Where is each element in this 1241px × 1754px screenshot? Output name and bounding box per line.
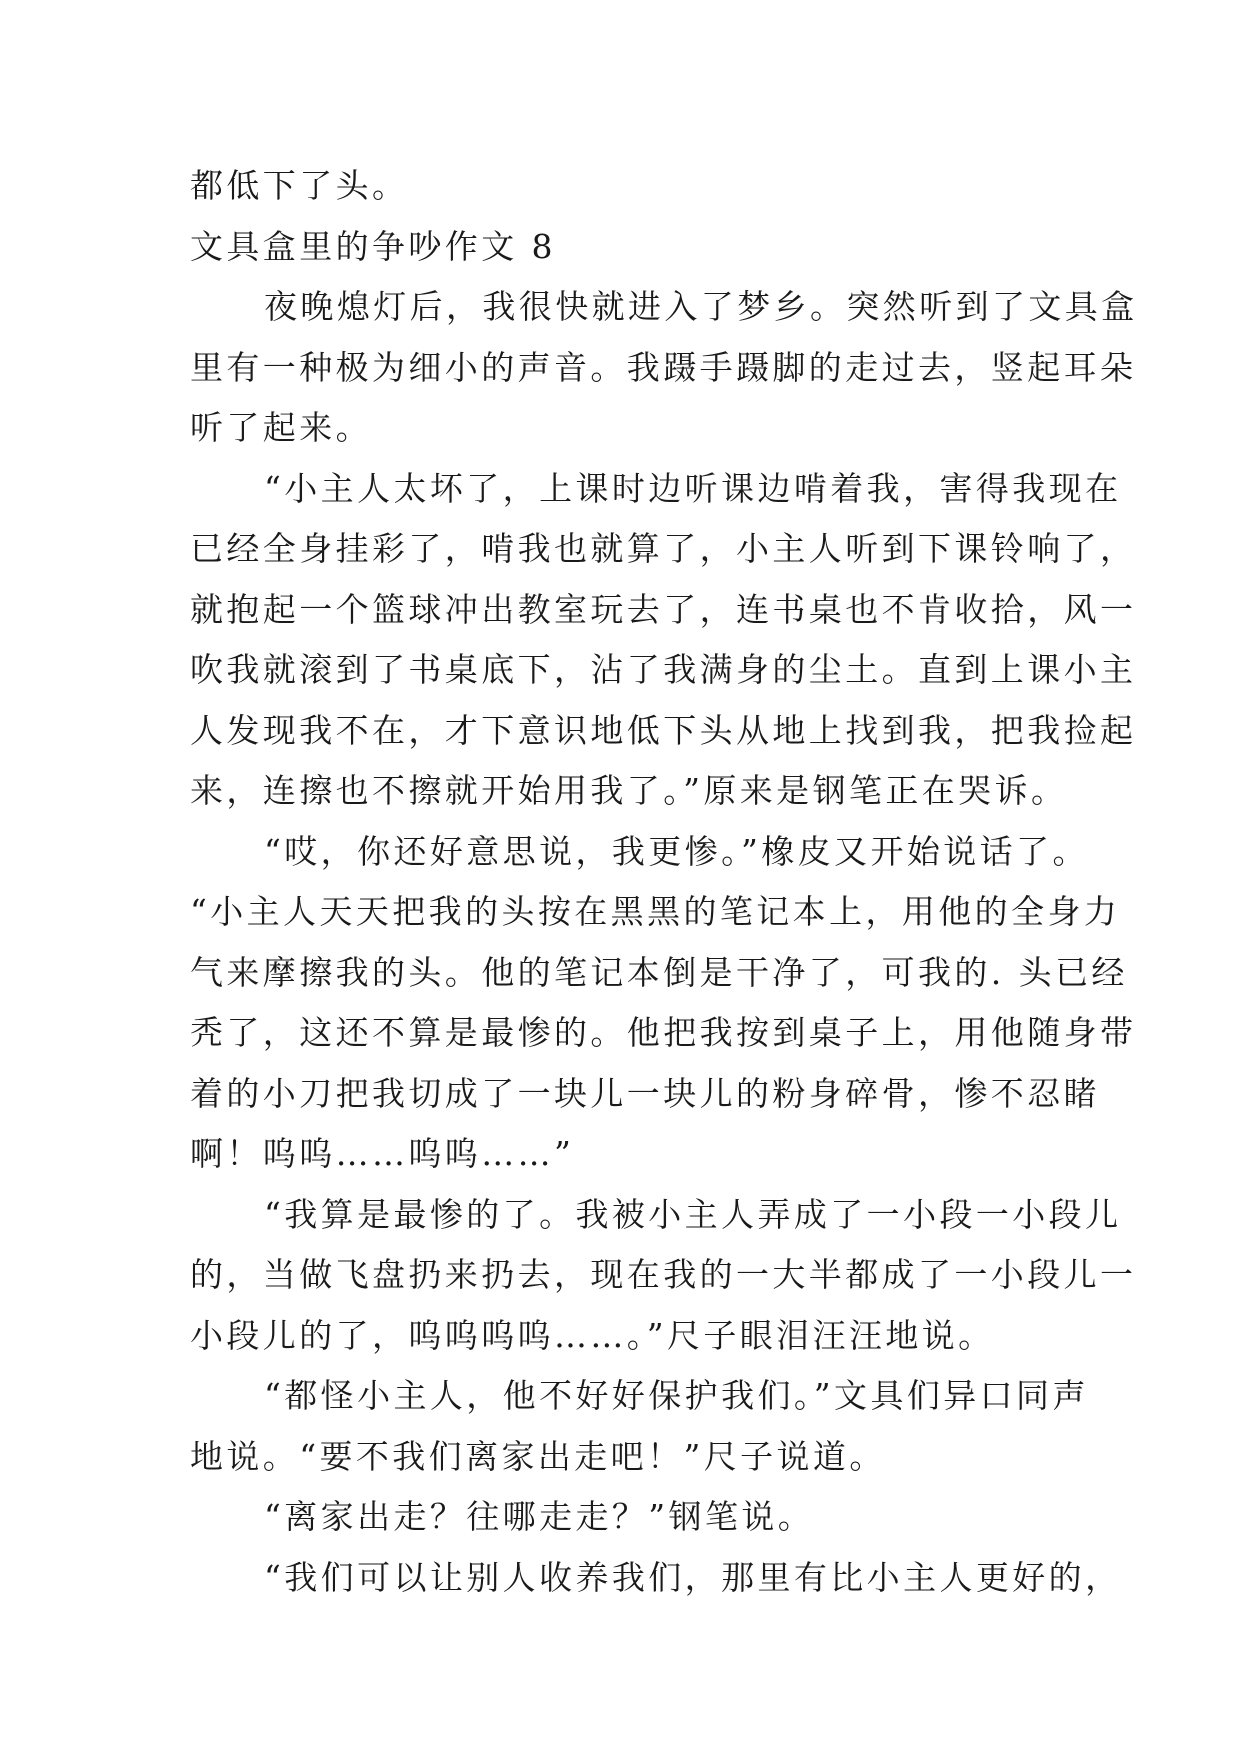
paragraph-start-line: “我算是最惨的了。我被小主人弄成了一小段一小段儿 bbox=[264, 1194, 1122, 1234]
text-line: 已经全身挂彩了，啃我也就算了，小主人听到下课铃响了， bbox=[190, 529, 1137, 568]
text-line: 里有一种极为细小的声音。我蹑手蹑脚的走过去，竖起耳朵 bbox=[190, 347, 1137, 387]
paragraph-start-line: “都怪小主人，他不好好保护我们。”文具们异口同声 bbox=[264, 1376, 1089, 1415]
text-line: 地说。“要不我们离家出走吧！”尺子说道。 bbox=[190, 1436, 886, 1476]
text-line: 人发现我不在，才下意识地低下头从地上找到我，把我捡起 bbox=[190, 710, 1137, 750]
paragraph-start-line: “离家出走？往哪走走？”钢笔说。 bbox=[264, 1497, 815, 1536]
essay-title: 文具盒里的争吵作文 8 bbox=[190, 226, 556, 266]
text-line: 啊！呜呜……呜呜……” bbox=[190, 1134, 575, 1173]
text-line: 来，连擦也不擦就开始用我了。”原来是钢笔正在哭诉。 bbox=[190, 771, 1068, 810]
text-line: 听了起来。 bbox=[190, 408, 372, 447]
text-line: 吹我就滚到了书桌底下，沾了我满身的尘土。直到上课小主 bbox=[190, 650, 1137, 689]
paragraph-start-line: “我们可以让别人收养我们，那里有比小主人更好的， bbox=[264, 1557, 1122, 1597]
text-line: 气来摩擦我的头。他的笔记本倒是干净了，可我的. 头已经 bbox=[190, 952, 1128, 992]
text-line: 小段儿的了，呜呜呜呜……。”尺子眼泪汪汪地说。 bbox=[190, 1315, 995, 1355]
text-line: 秃了，这还不算是最惨的。他把我按到桌子上，用他随身带 bbox=[190, 1013, 1137, 1052]
text-line: 就抱起一个篮球冲出教室玩去了，连书桌也不肯收拾，风一 bbox=[190, 589, 1137, 629]
text-line: 的，当做飞盘扔来扔去，现在我的一大半都成了一小段儿一 bbox=[190, 1255, 1137, 1294]
text-line: “小主人天天把我的头按在黑黑的笔记本上，用他的全身力 bbox=[190, 892, 1121, 931]
essay-body bbox=[190, 156, 1138, 1608]
paragraph-start-line: “哎，你还好意思说，我更惨。”橡皮又开始说话了。 bbox=[264, 831, 1089, 871]
paragraph-start-line: 夜晚熄灯后，我很快就进入了梦乡。突然听到了文具盒 bbox=[264, 287, 1138, 326]
text-line: 着的小刀把我切成了一块儿一块儿的粉身碎骨，惨不忍睹 bbox=[190, 1073, 1100, 1113]
paragraph-start-line: “小主人太坏了，上课时边听课边啃着我，害得我现在 bbox=[264, 468, 1122, 508]
text-line: 都低下了头。 bbox=[190, 166, 409, 205]
